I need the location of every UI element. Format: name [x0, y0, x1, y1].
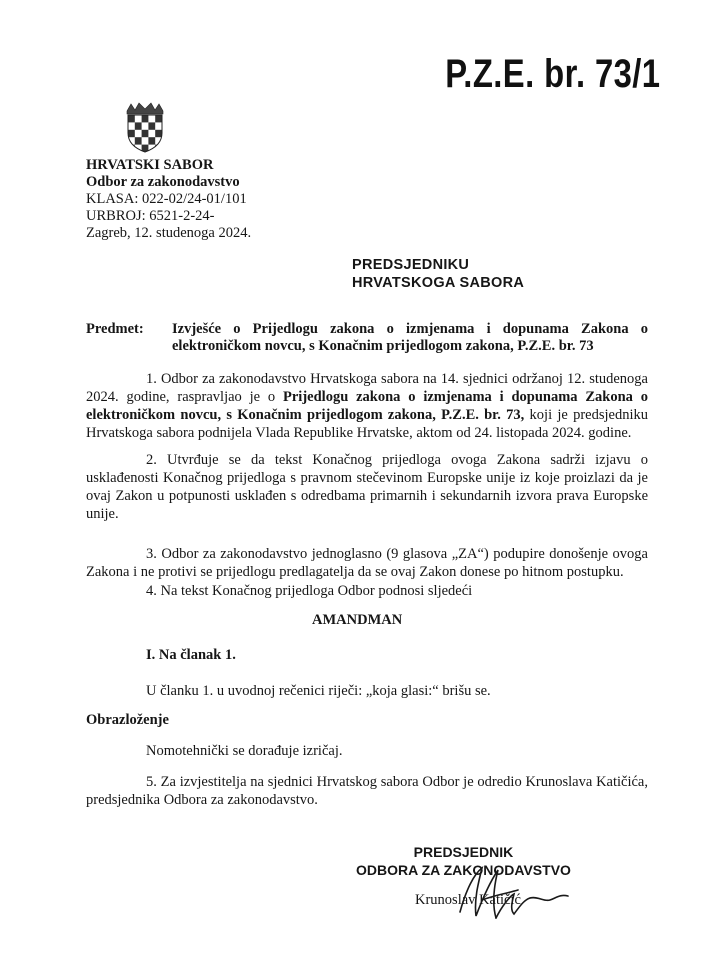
paragraph-3	[86, 545, 648, 581]
handwritten-signature-icon	[452, 860, 572, 930]
sender-header	[86, 157, 251, 242]
paragraph-4	[86, 582, 648, 600]
committee-name: Odbor za zakonodavstvo	[86, 174, 240, 190]
paragraph-2-text: 2. Utvrđuje se da tekst Konačnog prijedloga ovoga Zakona sadrži izjavu o usklađenosti Konačnog prijedloga s pravnom stečevinom Europske unije iz koje proizlazi da je ovaj Zakon u potpunosti usklađen s odredbama primarnih i sekundarnih izvora prava Europske unije.	[86, 452, 648, 522]
rationale-text: Nomotehnički se dorađuje izričaj.	[146, 743, 343, 759]
institution-name: HRVATSKI SABOR	[86, 157, 214, 173]
coat-of-arms-icon	[124, 101, 166, 153]
paragraph-1-part-c: koji je predsjedniku Hrvatskoga sabora podnijela Vlada Republike Hrvatske, aktom od 24. listopada 2024. godine.	[86, 407, 648, 441]
klasa-line: KLASA: 022-02/24-01/101	[86, 191, 247, 207]
paragraph-5	[86, 773, 648, 809]
paragraph-4-text: 4. Na tekst Konačnog prijedloga Odbor podnosi sljedeći	[146, 583, 473, 599]
paragraph-5-text: 5. Za izvjestitelja na sjednici Hrvatskog sabora Odbor je odredio Krunoslava Katičića, predsjednika Odbora za zakonodavstvo.	[86, 774, 648, 808]
urbroj-line: URBROJ: 6521-2-24-	[86, 208, 215, 224]
signatory-name: Krunoslav Katičić	[415, 892, 521, 908]
article-heading: I. Na članak 1.	[146, 647, 236, 663]
paragraph-2	[86, 451, 648, 523]
paragraph-1-part-a: 1. Odbor za zakonodavstvo Hrvatskoga sabora na 14. sjednici održanoj 12. studenoga 2024. godine, raspravljao je o	[86, 371, 648, 405]
signatory-title-line-1: PREDSJEDNIK	[413, 844, 514, 860]
signatory-title-line-2: ODBORA ZA ZAKONODAVSTVO	[356, 862, 571, 878]
amendment-title: AMANDMAN	[312, 612, 403, 628]
paragraph-1-bill-title: Prijedlogu zakona o izmjenama i dopunama Zakona o elektroničkom novcu, s Konačnim prijedlogom zakona, P.Z.E. br. 73,	[86, 389, 649, 423]
addressee	[352, 256, 524, 292]
document-number: P.Z.E. br. 73/1	[444, 52, 660, 96]
article-text: U članku 1. u uvodnoj rečenici riječi: „koja glasi:“ brišu se.	[146, 683, 491, 699]
addressee-line-1: PREDSJEDNIKU	[352, 257, 470, 273]
addressee-line-2: HRVATSKOGA SABORA	[352, 275, 525, 291]
paragraph-3-text: 3. Odbor za zakonodavstvo jednoglasno (9 glasova „ZA“) podupire donošenje ovoga Zakona i ne protivi se prijedlogu predlagatelja da se ovaj Zakon donese po hitnom postupku.	[86, 546, 648, 580]
rationale-heading: Obrazloženje	[86, 712, 169, 728]
place-date-line: Zagreb, 12. studenoga 2024.	[86, 225, 252, 241]
subject-label: Predmet:	[86, 321, 144, 337]
paragraph-1	[86, 370, 648, 442]
subject-text: Izvješće o Prijedlogu zakona o izmjenama i dopunama Zakona o elektroničkom novcu, s Konačnim prijedlogom zakona, P.Z.E. br. 73	[172, 321, 648, 354]
